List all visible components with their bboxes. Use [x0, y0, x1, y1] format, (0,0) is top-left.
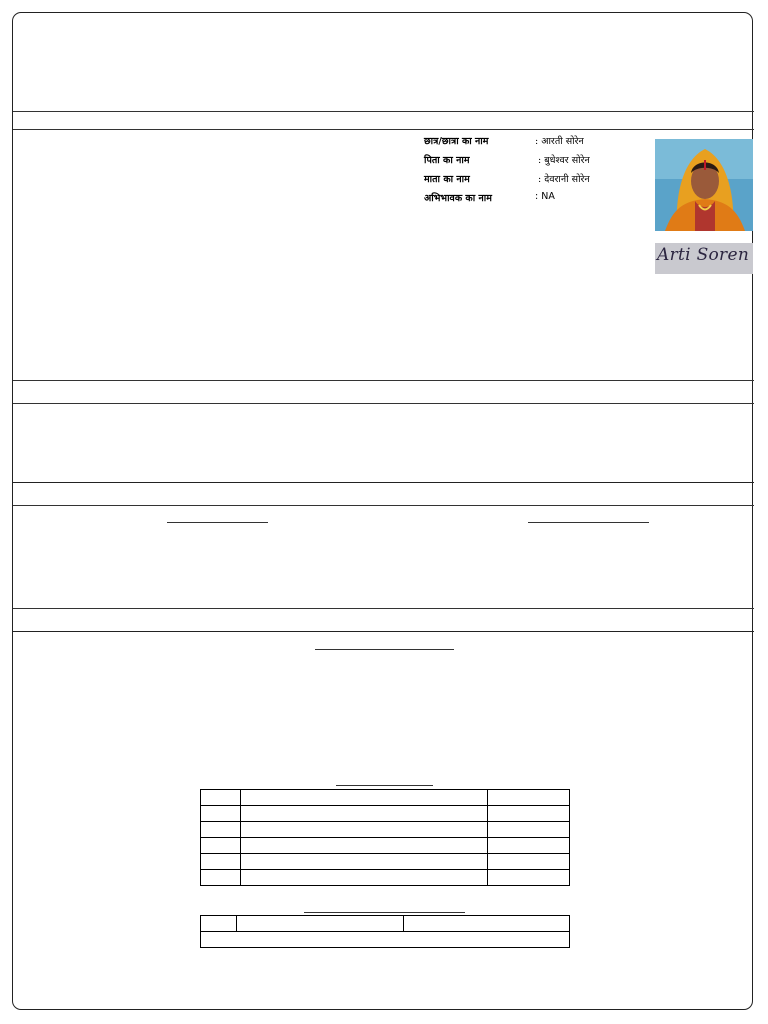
candidate-photo	[655, 139, 753, 231]
guardian-name-label: अभिभावक का नाम	[424, 193, 492, 204]
heading-underline	[304, 912, 465, 913]
table-cell	[488, 838, 570, 854]
table-cell	[201, 932, 570, 948]
father-name-value: : बुधेश्वर सोरेन	[538, 155, 590, 166]
table-cell	[241, 822, 488, 838]
table-cell	[241, 854, 488, 870]
table-cell	[237, 916, 404, 932]
table-row	[201, 838, 570, 854]
table-cell	[488, 806, 570, 822]
table-cell	[201, 806, 241, 822]
divider	[13, 482, 754, 483]
table-cell	[201, 916, 237, 932]
table-cell	[201, 838, 241, 854]
heading-underline	[167, 522, 268, 523]
student-name-value: : आरती सोरेन	[535, 136, 584, 147]
candidate-signature	[655, 243, 753, 274]
table-row	[201, 854, 570, 870]
table-cell	[404, 916, 570, 932]
table-row	[201, 916, 570, 932]
mother-name-value: : देवरानी सोरेन	[538, 174, 590, 185]
mother-name-label: माता का नाम	[424, 174, 470, 185]
signature-handwriting: Arti Soren	[657, 245, 750, 265]
table-cell	[488, 870, 570, 886]
table-cell	[488, 822, 570, 838]
table-cell	[201, 854, 241, 870]
table-row	[201, 790, 570, 806]
table-cell	[241, 870, 488, 886]
table-cell	[201, 870, 241, 886]
divider	[13, 608, 754, 609]
guardian-name-value: : NA	[535, 191, 555, 202]
divider	[13, 111, 754, 112]
table-cell	[488, 854, 570, 870]
heading-underline	[315, 649, 454, 650]
table-row	[201, 822, 570, 838]
table-row	[201, 932, 570, 948]
father-name-label: पिता का नाम	[424, 155, 470, 166]
table-row	[201, 870, 570, 886]
table-one	[200, 789, 570, 886]
table-cell	[201, 790, 241, 806]
heading-underline	[336, 785, 433, 786]
divider	[13, 129, 754, 130]
table-row	[201, 806, 570, 822]
table-cell	[241, 806, 488, 822]
table-two	[200, 915, 570, 948]
divider	[13, 403, 754, 404]
divider	[13, 631, 754, 632]
table-cell	[241, 838, 488, 854]
student-name-label: छात्र/छात्रा का नाम	[424, 136, 489, 147]
table-cell	[201, 822, 241, 838]
table-cell	[241, 790, 488, 806]
divider	[13, 380, 754, 381]
table-cell	[488, 790, 570, 806]
heading-underline	[528, 522, 649, 523]
divider	[13, 505, 754, 506]
